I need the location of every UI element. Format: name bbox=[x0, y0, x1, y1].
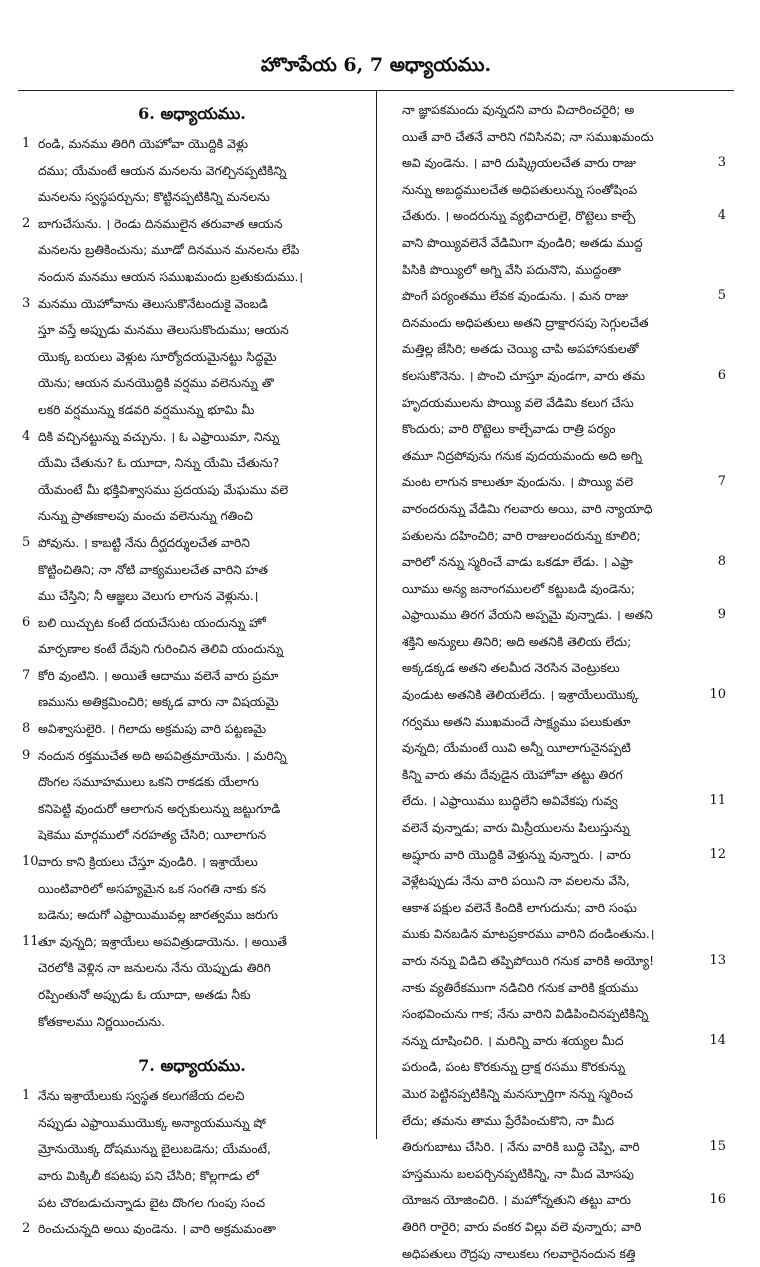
text-line bbox=[386, 762, 726, 789]
text-line bbox=[386, 788, 726, 815]
line-text: నన్ను దూషించిరి. । మరిన్ని వారు శయ్యల మీద bbox=[402, 1033, 624, 1048]
text-line bbox=[22, 876, 362, 903]
text-line bbox=[386, 948, 726, 975]
line-text: యొక్క బయలు వెళ్లుట సూర్యోదయమైనట్టు సిద్ధమై bbox=[38, 349, 277, 364]
text-line bbox=[386, 655, 726, 682]
verse-number: 9 bbox=[22, 747, 31, 763]
text-line bbox=[22, 291, 362, 318]
line-text: వాని పొయ్యివలెనే వేడిమిగా వుండిరి; అతడు ముద్ద bbox=[402, 235, 643, 250]
text-line bbox=[22, 716, 362, 743]
line-text: శక్తిని అన్యులు తినిరి; అది అతనికి తెలియ లేదు; bbox=[402, 634, 632, 649]
verse-number-right: 12 bbox=[709, 846, 726, 862]
verse-number: 1 bbox=[22, 1088, 31, 1104]
text-line bbox=[386, 602, 726, 629]
line-text: నందున మనము ఆయన సముఖమందు బ్రతుకుదుము.। bbox=[38, 269, 304, 284]
verse-number: 10 bbox=[22, 854, 39, 870]
line-text: నున్ను ప్రాతఃకాలపు మంచు వలెనున్ను గతించి bbox=[38, 509, 253, 524]
text-line bbox=[22, 689, 362, 716]
verse-number: 4 bbox=[22, 428, 31, 444]
line-text: వెళ్లేటప్పుడు నేను వారి పయిని నా వలలను వేసి, bbox=[402, 874, 630, 889]
line-text: రండి, మనము తిరిగి యెహోవా యొద్దికి వెళ్లు bbox=[38, 137, 249, 151]
text-line bbox=[386, 975, 726, 1002]
text-line bbox=[22, 822, 362, 849]
verse-number: 3 bbox=[22, 295, 31, 311]
verse-number: 6 bbox=[22, 614, 31, 630]
left-column bbox=[22, 97, 362, 1243]
text-line bbox=[22, 557, 362, 584]
verse-number: 2 bbox=[22, 215, 31, 231]
line-text: కనిపెట్టి వుందురో ఆలాగున అర్చకులున్ను జట్టుగూడి bbox=[38, 801, 281, 816]
line-text: ణమును అతిక్రమించిరి; అక్కడ వారు నా విషయమై bbox=[38, 695, 279, 710]
text-line bbox=[386, 629, 726, 656]
text-line bbox=[22, 237, 362, 264]
verse-number-right: 6 bbox=[717, 367, 726, 383]
text-line bbox=[22, 743, 362, 770]
line-text: తూ వున్నది; ఇశ్రాయేలు అపవిత్రుడాయెను. । అయితే bbox=[38, 934, 287, 949]
text-line bbox=[22, 450, 362, 477]
text-line bbox=[22, 610, 362, 637]
line-text: వారందరున్ను వేడిమి గలవారు అయి, వారి న్యాయాధి bbox=[402, 501, 653, 516]
verse-number: 8 bbox=[22, 721, 31, 737]
line-text: వారు కాని క్రియలు చేస్తూ వుండిరి. । ఇశ్రాయేలు bbox=[38, 855, 258, 870]
line-text: మనలను స్వస్థపర్చును; కొట్టినప్పటికిన్ని మనలను bbox=[38, 190, 270, 205]
text-line bbox=[386, 1028, 726, 1055]
line-text: ము చేస్తిని; నీ ఆజ్ఞలు వెలుగు లాగున వెళ్లును.। bbox=[38, 589, 259, 604]
line-text: యీము అన్య జనాంగములలో కట్టుబడి వుండెను; bbox=[402, 581, 636, 596]
line-text: మంట లాగున కాలుతూ వుండును. । పొయ్యి వలె bbox=[402, 475, 634, 490]
line-text: ఎఫ్రాయిము తిరగ వేయని అప్పమై వున్నాడు. । అతని bbox=[402, 608, 653, 623]
line-text: సంభవించును గాక; నేను వారిని విడిపించినప్పటికిన్ని bbox=[402, 1007, 649, 1022]
line-text: బాగుచేసును. । రెండు దినములైన తరువాత ఆయన bbox=[38, 216, 283, 231]
text-line bbox=[386, 363, 726, 390]
text-line bbox=[386, 203, 726, 230]
verse-number-right: 9 bbox=[717, 607, 726, 623]
verse-number-right: 15 bbox=[709, 1139, 726, 1155]
text-line bbox=[22, 982, 362, 1009]
text-line bbox=[22, 929, 362, 956]
line-text: దినమందు అధిపతులు అతని ద్రాక్షారసపు సెగ్గులచేత bbox=[402, 315, 649, 330]
line-text: పొంగే పర్యంతము లేవక వుండును. । మన రాజు bbox=[402, 289, 628, 304]
line-text: దొంగల సమూహములు ఒకని రాకడకు యేలాగు bbox=[38, 775, 259, 790]
chapter-7-title: 7. అధ్యాయము. bbox=[138, 1056, 246, 1076]
line-text: పిసికి పొయ్యిలో అగ్ని వేసి పదునొని, ముద్దంతా bbox=[402, 262, 621, 277]
text-line bbox=[22, 769, 362, 796]
text-line bbox=[386, 230, 726, 257]
line-text: గర్వము అతని ముఖమందే సాక్ష్యము పలుకుతూ bbox=[402, 714, 631, 729]
text-line bbox=[22, 1136, 362, 1163]
line-text: కోరి వుంటిని. । అయితే ఆదాము వలెనే వారు ప్రమా bbox=[38, 668, 279, 683]
chapter-gap bbox=[22, 1035, 362, 1049]
line-text: యోజన యోజించిరి. । మహోన్నతుని తట్టు వారు bbox=[402, 1193, 632, 1208]
line-text: పోవును. । కాబట్టి నేను దీర్ఘదర్శులచేత వారిని bbox=[38, 535, 250, 550]
line-text: చేతురు. । అందరున్ను వ్యభిచారులై, రొట్టెలు కాల్చే bbox=[402, 209, 636, 224]
text-line bbox=[22, 317, 362, 344]
text-line bbox=[386, 735, 726, 762]
text-line bbox=[22, 849, 362, 876]
line-text: వారు నన్ను విడిచి తప్పిపోయిరి గనుక వారికి అయ్యో! bbox=[402, 954, 655, 968]
verse-number: 2 bbox=[22, 1221, 31, 1237]
text-line bbox=[386, 576, 726, 603]
line-text: నప్పుడు ఎఫ్రాయిముయొక్క అన్యాయమున్ను షో bbox=[38, 1115, 266, 1130]
line-text: యేమి చేతును? ఓ యూదా, నిన్ను యేమి చేతును? bbox=[38, 456, 280, 471]
text-line bbox=[22, 636, 362, 663]
text-line bbox=[386, 177, 726, 204]
page-header: హొూపేయ 6, 7 అధ్యాయము. bbox=[260, 54, 492, 76]
line-text: అధిపతులు రౌద్రపు నాలుకలు గలవారైనందున కత్తి bbox=[402, 1246, 636, 1261]
line-text: మ్రోనుయొక్క దోషమున్ను బైలుబడెను; యేమంటే, bbox=[38, 1142, 271, 1157]
text-line bbox=[386, 682, 726, 709]
text-line bbox=[22, 131, 362, 158]
line-text: ఆకాశ పక్షుల వలెనే కిందికి లాగుదును; వారి సంఘ bbox=[402, 900, 637, 915]
text-line bbox=[22, 184, 362, 211]
verse-number: 5 bbox=[22, 534, 31, 550]
line-text: మనము యెహోవాను తెలుసుకొనేటందుకై వెంబడి bbox=[38, 296, 268, 311]
line-text: పట చొరబడుచున్నాడు బైట దొంగల గుంపు సంచ bbox=[38, 1195, 266, 1210]
line-text: దికి వచ్చినట్టున్ను వచ్చును. । ఓ ఎఫ్రాయిమా, నిన్ను bbox=[38, 429, 280, 444]
text-line bbox=[22, 1216, 362, 1243]
text-line bbox=[386, 549, 726, 576]
text-line bbox=[22, 796, 362, 823]
line-text: బడెను; అదుగో ఎఫ్రాయిమువల్ల జారత్వము జరుగు bbox=[38, 908, 279, 923]
text-line bbox=[22, 211, 362, 238]
line-text: కొట్టించితిని; నా నోటి వాక్యములచేత వారిని హత bbox=[38, 562, 268, 577]
line-text: హృదయములను పొయ్యి వలె వేడిమి కలుగ చేసు bbox=[402, 395, 634, 410]
right-column bbox=[386, 97, 726, 1267]
line-text: మార్పణాల కంటే దేవుని గురించిన తెలివి యందున్ను bbox=[38, 642, 284, 657]
verse-number-right: 5 bbox=[717, 288, 726, 304]
text-line bbox=[22, 503, 362, 530]
verse-number-right: 11 bbox=[709, 793, 726, 809]
text-line bbox=[386, 390, 726, 417]
line-text: దము; యేమంటే ఆయన మనలను వెగల్చినప్పటికిన్ని bbox=[38, 163, 287, 178]
line-text: యితే వారి చేతనే వారిని గవిసినవి; నా సముఖమందు bbox=[402, 129, 654, 144]
line-text: రప్పింతునో అప్పుడు ఓ యూదా, అతడు నీకు bbox=[38, 988, 251, 1002]
text-line bbox=[386, 443, 726, 470]
line-text: నున్ను అబద్ధములచేత అధిపతులున్ను సంతోషింప bbox=[402, 182, 638, 197]
chapter-7-continued-text bbox=[386, 97, 726, 1267]
line-text: కలసుకొనెను. । పొంచి చూస్తూ వుండగా, వారు తమ bbox=[402, 368, 645, 383]
text-line bbox=[22, 1083, 362, 1110]
chapter-6-text bbox=[22, 131, 362, 1035]
line-text: వారు మిక్కిలీ కపటపు పని చేసిరి; కొల్లగాడు లో bbox=[38, 1168, 259, 1183]
chapter-7-text bbox=[22, 1083, 362, 1243]
text-line bbox=[386, 257, 726, 284]
text-line bbox=[386, 1001, 726, 1028]
text-line bbox=[22, 1110, 362, 1137]
verse-number-right: 4 bbox=[717, 208, 726, 224]
line-text: నేను ఇశ్రాయేలుకు స్వస్థత కలుగజేయ దలచి bbox=[38, 1089, 245, 1104]
text-line bbox=[386, 895, 726, 922]
line-text: పరుండి, పంట కొరకున్ను ద్రాక్ష రసము కొరకున్ను bbox=[402, 1060, 626, 1075]
line-text: వుండుట అతనికి తెలియలేదు. । ఇశ్రాయేలుయొక్క bbox=[402, 688, 639, 703]
line-text: అక్కడక్కడ అతని తలమీద నెరసిన వెంట్రుకలు bbox=[402, 661, 620, 676]
text-line bbox=[22, 158, 362, 185]
line-text: యేమంటే మీ భక్తివిశ్వాసము ప్రదయపు మేఘము వలె bbox=[38, 482, 289, 497]
line-text: షెకెము మార్గములో నరహత్య చేసిరి; యీలాగున bbox=[38, 828, 267, 843]
text-line bbox=[22, 955, 362, 982]
text-line bbox=[386, 150, 726, 177]
text-line bbox=[386, 1187, 726, 1214]
text-line bbox=[386, 97, 726, 124]
text-line bbox=[22, 370, 362, 397]
verse-number: 1 bbox=[22, 136, 31, 151]
line-text: వారిలో నన్ను స్మరించే వాడు ఒకడూ లేడు. । ఎఫ్రా bbox=[402, 555, 633, 570]
verse-number-right: 13 bbox=[709, 953, 726, 968]
line-text: మొర పెట్టినప్పటికిన్ని మనస్పూర్తిగా నన్ను స్మరించ bbox=[402, 1086, 633, 1101]
line-text: ముకు వినబడిన మాటప్రకారము వారిని దండింతును.। bbox=[402, 927, 655, 942]
line-text: వున్నది; యేమంటే యివి అన్నీ యీలాగునైనప్పటి bbox=[402, 741, 631, 756]
verse-number: 7 bbox=[22, 667, 31, 683]
line-text: అవి వుండెను. । వారి దుష్క్రియలచేత వారు రాజు bbox=[402, 156, 636, 171]
line-text: వలెనే వున్నాడు; వారు మిస్రీయులను పిలుస్తున్ను bbox=[402, 821, 630, 836]
text-line bbox=[22, 424, 362, 451]
text-line bbox=[386, 496, 726, 523]
text-line bbox=[386, 523, 726, 550]
verse-number-right: 14 bbox=[709, 1032, 726, 1048]
line-text: చెరలోకి వెళ్లిన నా జనులను నేను యెప్పుడు తిరిగి bbox=[38, 961, 271, 976]
line-text: మనలను బ్రతికించును; మూడో దినమున మనలను లేపి bbox=[38, 243, 300, 258]
text-line bbox=[386, 921, 726, 948]
line-text: అష్షూరు వారి యొద్దికి వెళ్తున్ను వున్నారు. । వారు bbox=[402, 847, 631, 862]
column-divider bbox=[376, 91, 377, 1139]
text-line bbox=[22, 1009, 362, 1036]
line-text: రించుచున్నది అయి వుండెను. । వారి అక్రమమంతా bbox=[38, 1222, 277, 1237]
line-text: కిన్ని వారు తమ దేవుడైన యెహోవా తట్టు తిరగ bbox=[402, 767, 623, 782]
line-text: తిరుగుబాటు చేసిరి. । నేను వారికి బుద్ధి చెప్పి, వారి bbox=[402, 1140, 640, 1155]
line-text: లేదు. । ఎఫ్రాయిము బుద్ధిలేని అవివేకపు గువ్వ bbox=[402, 794, 618, 809]
text-line bbox=[386, 124, 726, 151]
line-text: నా జ్ఞాపకమందు వున్నదని వారు విచారించరైరి; అ bbox=[402, 103, 635, 117]
text-line bbox=[22, 663, 362, 690]
line-text: స్తూ వస్తే అప్పుడు మనము తెలుసుకొందుము; ఆయన bbox=[38, 323, 289, 338]
text-line bbox=[22, 477, 362, 504]
verse-number-right: 10 bbox=[709, 687, 726, 703]
line-text: బలి యిచ్చుట కంటే దయచేసుట యందున్ను హో bbox=[38, 615, 266, 630]
text-line bbox=[386, 868, 726, 895]
text-line bbox=[22, 902, 362, 929]
line-text: తిరిగి రారైరి; వారు వంకర విల్లు వలె వున్నారు; వారి bbox=[402, 1219, 642, 1234]
verse-number-right: 7 bbox=[717, 474, 726, 490]
text-line bbox=[22, 344, 362, 371]
line-text: మత్తిల్ల జేసిరి; అతడు చెయ్యి చాపి అపహాసకులతో bbox=[402, 342, 639, 357]
verse-number: 11 bbox=[22, 933, 39, 949]
verse-number-right: 16 bbox=[709, 1192, 726, 1208]
line-text: లేదు; తమను తాము ప్రేరేపించుకొని, నా మీద bbox=[402, 1113, 614, 1128]
line-text: కొందురు; వారి రొట్టెలు కాల్చేవాడు రాత్రి పర్యం bbox=[402, 422, 616, 437]
line-text: హస్తమును బలపర్చినప్పటికిన్ని, నా మీద మోసపు bbox=[402, 1166, 634, 1181]
line-text: నందున రక్తముచేత అది అపవిత్రమాయెను. । మరిన్ని bbox=[38, 748, 287, 763]
text-line bbox=[22, 530, 362, 557]
line-text: నాకు వ్యతిరేకముగా నడిచిరి గనుక వారికి క్షయము bbox=[402, 980, 639, 995]
line-text: పతులను దహించిరి; వారి రాజులందరున్ను కూలిరి; bbox=[402, 528, 641, 543]
chapter-6-title: 6. అధ్యాయము. bbox=[138, 104, 246, 123]
text-line bbox=[22, 397, 362, 424]
text-line bbox=[386, 1134, 726, 1161]
text-line bbox=[386, 283, 726, 310]
text-line bbox=[386, 1054, 726, 1081]
text-line bbox=[386, 815, 726, 842]
text-line bbox=[22, 1190, 362, 1217]
text-line bbox=[386, 1108, 726, 1135]
text-line bbox=[386, 416, 726, 443]
text-line bbox=[386, 469, 726, 496]
line-text: యింటివారిలో అసహ్యమైన ఒక సంగతి నాకు కన bbox=[38, 881, 267, 896]
text-line bbox=[386, 310, 726, 337]
verse-number-right: 3 bbox=[717, 155, 726, 171]
text-line bbox=[386, 1241, 726, 1267]
text-line bbox=[386, 1081, 726, 1108]
text-line bbox=[386, 1161, 726, 1188]
line-text: తమూ నిద్రపోవును గనుక వుదయమందు అది అగ్ని bbox=[402, 448, 643, 463]
line-text: యెను; ఆయన మనయొద్దికి వర్షము వలెనున్ను తొ bbox=[38, 376, 274, 391]
text-line bbox=[22, 1163, 362, 1190]
line-text: కోతకాలము నిర్ణయించును. bbox=[38, 1014, 166, 1029]
bible-page bbox=[18, 35, 734, 1261]
verse-number-right: 8 bbox=[717, 554, 726, 570]
text-line bbox=[386, 1214, 726, 1241]
text-line bbox=[386, 709, 726, 736]
line-text: లకరి వర్షమున్ను కడవరి వర్షమున్ను భూమి మీ bbox=[38, 402, 255, 417]
text-line bbox=[386, 336, 726, 363]
text-line bbox=[22, 583, 362, 610]
text-line bbox=[22, 264, 362, 291]
text-line bbox=[386, 842, 726, 869]
line-text: అవిశ్వాసులైరి. । గిలాదు అక్రమపు వారి పట్టణమై bbox=[38, 722, 267, 737]
